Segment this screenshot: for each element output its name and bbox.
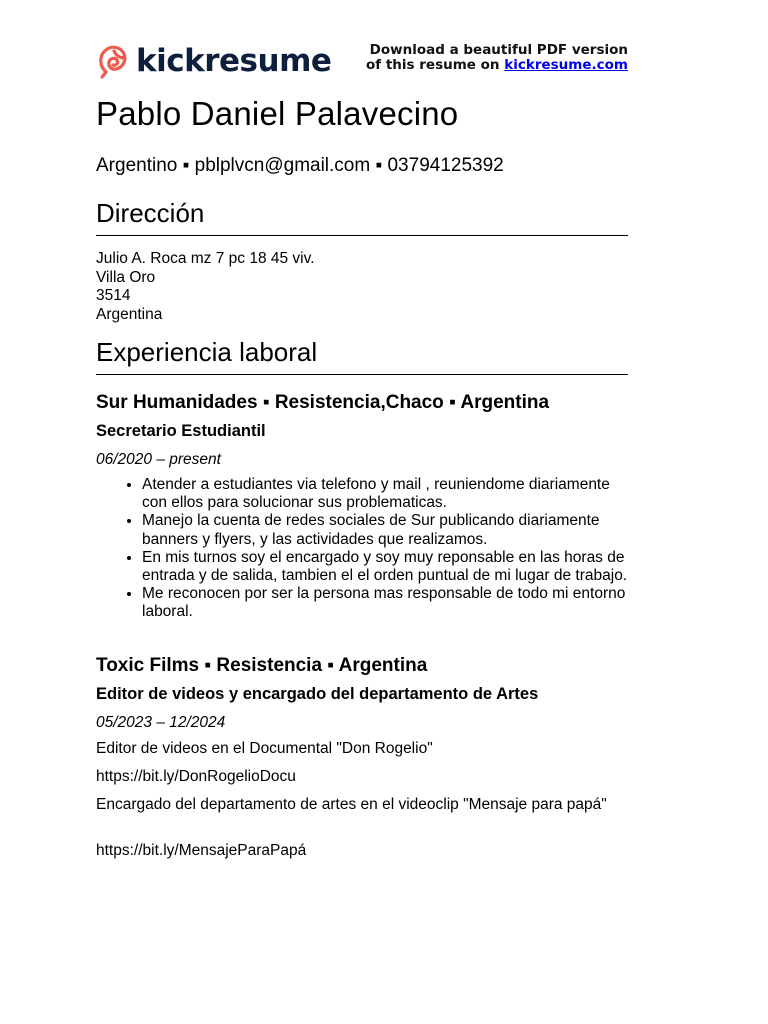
address-line: Villa Oro xyxy=(96,268,156,286)
candidate-name: Pablo Daniel Palavecino xyxy=(96,95,459,132)
job-paragraph: Encargado del departamento de artes en el videoclip "Mensaje para papá" xyxy=(96,796,607,813)
resume-page xyxy=(96,0,628,859)
job-heading: Sur Humanidades ▪ Resistencia,Chaco ▪ Argentina xyxy=(96,392,550,413)
address-line: Julio A. Roca mz 7 pc 18 45 viv. xyxy=(96,250,315,267)
section-title-address: Dirección xyxy=(96,198,628,236)
list-item: • Manejo la cuenta de redes sociales de Sur publicando diariamente banners y flyers, y las actividades que realizamos. xyxy=(142,512,628,548)
job-dates: 05/2023 – 12/2024 xyxy=(96,714,226,731)
job-link-text: https://bit.ly/DonRogelioDocu xyxy=(96,768,296,785)
kickresume-link[interactable]: kickresume.com xyxy=(504,57,628,73)
download-note-text: of this resume on xyxy=(366,57,500,73)
kickresume-logo-icon xyxy=(96,42,130,80)
address-line: Argentina xyxy=(96,305,163,323)
logo-wordmark: kickresume xyxy=(136,42,332,79)
job-link-text: https://bit.ly/MensajeParaPapá xyxy=(96,842,307,859)
list-item: • Atender a estudiantes via telefono y mail , reuniendome diariamente con ellos para solucionar sus problematicas. xyxy=(142,476,628,512)
job-dates: 06/2020 – present xyxy=(96,451,221,468)
list-item: • En mis turnos soy el encargado y soy muy reponsable en las horas de entrada y de salida, tambien el el orden puntual de mi lugar de trabajo. xyxy=(142,549,628,585)
list-item: • Me reconocen por ser la persona mas responsable de todo mi entorno laboral. xyxy=(142,585,628,621)
job-role: Secretario Estudiantil xyxy=(96,422,266,440)
header-bar xyxy=(96,0,628,90)
contact-line: Argentino ▪ pblplvcn@gmail.com ▪ 03794125392 xyxy=(96,155,504,176)
job-heading: Toxic Films ▪ Resistencia ▪ Argentina xyxy=(96,655,428,676)
job-role: Editor de videos y encargado del departamento de Artes xyxy=(96,685,539,703)
address-block xyxy=(96,250,315,324)
job-bullet-list xyxy=(96,476,628,622)
download-note-line1: Download a beautiful PDF version xyxy=(369,42,628,58)
section-title-experience: Experiencia laboral xyxy=(96,337,628,375)
download-note xyxy=(366,43,628,73)
job-paragraph: Editor de videos en el Documental "Don Rogelio" xyxy=(96,740,433,757)
address-line: 3514 xyxy=(96,287,131,304)
kickresume-logo[interactable] xyxy=(96,42,331,80)
download-note-line2 xyxy=(366,58,628,73)
